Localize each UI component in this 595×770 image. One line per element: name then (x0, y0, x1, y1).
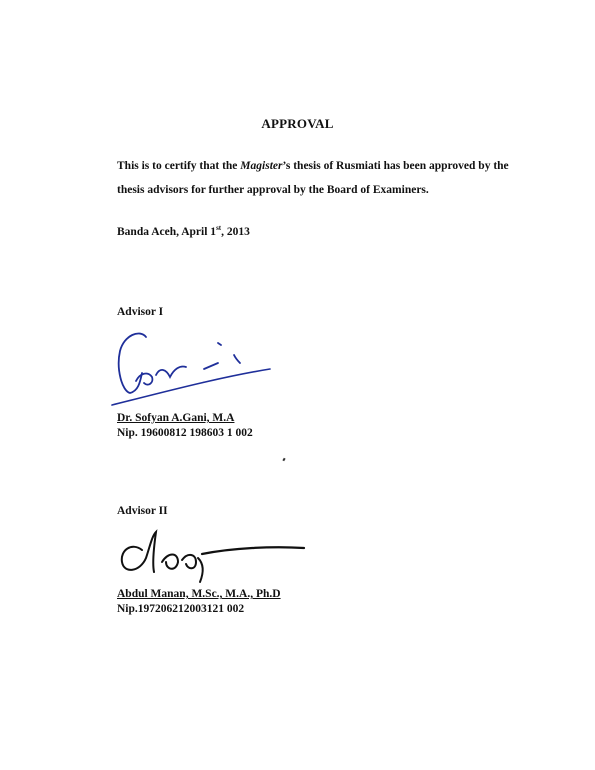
advisor-2-signature (112, 528, 312, 590)
advisor-1-label: Advisor I (117, 306, 164, 318)
advisor-1-name: Dr. Sofyan A.Gani, M.A (117, 412, 235, 424)
advisor-2-label: Advisor II (117, 505, 168, 517)
advisor-2-nip: Nip.197206212003121 002 (117, 603, 245, 615)
certify-text-part2: ’s thesis of Rusmiati has been approved by the thesis advisors for further approval by the Board of Examiners. (117, 160, 509, 196)
date-suffix: st (216, 224, 222, 232)
certify-text-emphasis: Magister (240, 160, 283, 172)
page-title: APPROVAL (261, 116, 334, 131)
date-line (117, 219, 250, 241)
certification-paragraph (117, 154, 537, 202)
stray-mark (282, 458, 285, 462)
advisor-1-nip: Nip. 19600812 198603 1 002 (117, 427, 253, 439)
advisor-2-name: Abdul Manan, M.Sc., M.A., Ph.D (117, 588, 281, 600)
date-prefix: Banda Aceh, April 1 (117, 225, 217, 238)
advisor-1-signature (100, 325, 280, 410)
date-year: , 2013 (221, 225, 250, 238)
certify-text-part1: This is to certify that the (117, 160, 241, 172)
